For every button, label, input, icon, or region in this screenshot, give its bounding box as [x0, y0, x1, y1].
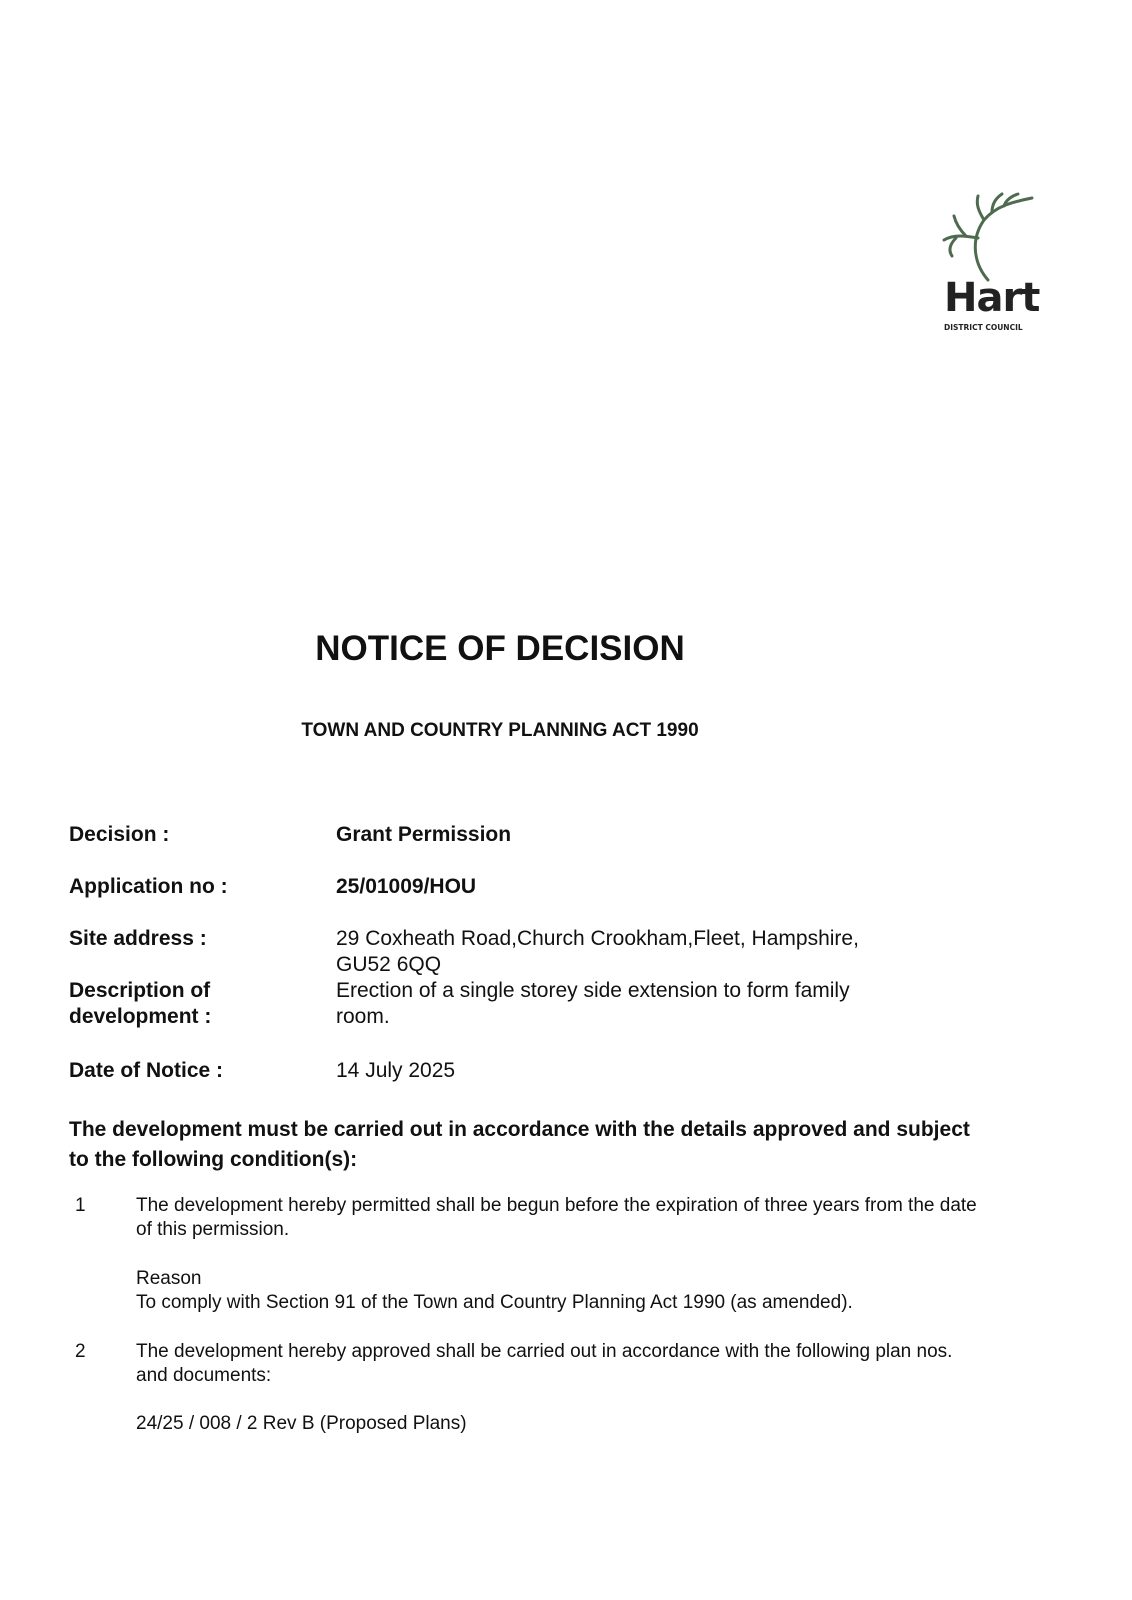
site-address-value: [336, 926, 916, 978]
description-label: [69, 978, 319, 1030]
condition-line: and documents:: [136, 1365, 272, 1386]
condition-reason: [136, 1267, 1068, 1315]
logo-subtitle: DISTRICT COUNCIL: [944, 323, 1023, 332]
condition-number: 2: [75, 1341, 86, 1362]
condition-line: The development hereby approved shall be carried out in accordance with the following plan nos.: [136, 1341, 953, 1362]
page-subtitle: TOWN AND COUNTRY PLANNING ACT 1990: [301, 720, 699, 741]
date-of-notice-value: 14 July 2025: [336, 1059, 456, 1082]
description-value: [336, 978, 916, 1030]
conditions-intro-line: The development must be carried out in accordance with the details approved and subject: [69, 1118, 970, 1141]
logo-wordmark: Hart: [944, 275, 1040, 321]
application-no-value: 25/01009/HOU: [336, 875, 477, 898]
description-line: Erection of a single storey side extension to form family: [336, 979, 850, 1002]
description-line: room.: [336, 1005, 390, 1028]
reason-text: To comply with Section 91 of the Town and Country Planning Act 1990 (as amended).: [136, 1292, 853, 1313]
reason-heading: Reason: [136, 1268, 202, 1289]
site-address-line: GU52 6QQ: [336, 953, 442, 976]
condition-line: The development hereby permitted shall be begun before the expiration of three years from the date: [136, 1195, 977, 1216]
council-logo: [926, 190, 1050, 340]
conditions-intro-line: to the following condition(s):: [69, 1148, 358, 1171]
page-title: NOTICE OF DECISION: [315, 629, 685, 668]
conditions-intro: [69, 1115, 1069, 1175]
condition-text: [136, 1194, 1068, 1242]
description-label-line: development :: [69, 1005, 212, 1028]
date-of-notice-label: Date of Notice :: [69, 1059, 224, 1082]
condition-number: 1: [75, 1195, 86, 1216]
site-address-line: 29 Coxheath Road,Church Crookham,Fleet, Hampshire,: [336, 927, 859, 950]
decision-label: Decision :: [69, 823, 170, 846]
condition-line: of this permission.: [136, 1219, 290, 1240]
site-address-label: Site address :: [69, 927, 207, 950]
plan-reference: 24/25 / 008 / 2 Rev B (Proposed Plans): [136, 1413, 467, 1434]
condition-text: [136, 1340, 1068, 1388]
application-no-label: Application no :: [69, 875, 228, 898]
decision-value: Grant Permission: [336, 823, 512, 846]
description-label-line: Description of: [69, 979, 211, 1002]
